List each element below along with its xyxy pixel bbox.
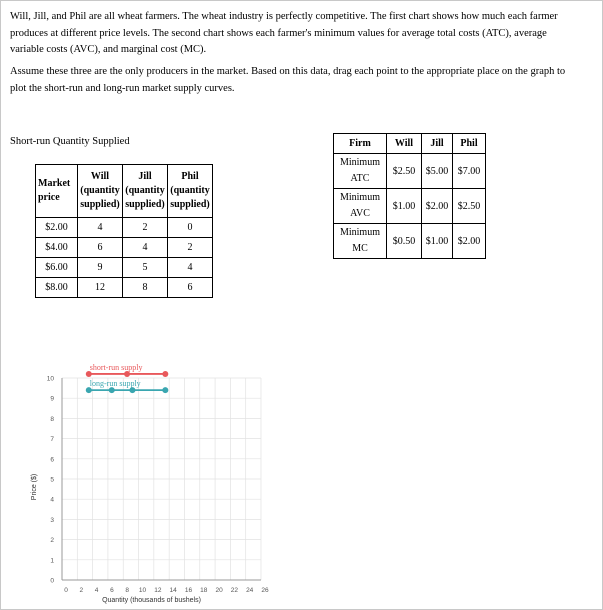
table-row: [36, 278, 213, 298]
quantity-supplied-table: [35, 164, 213, 298]
y-tick-label: 4: [50, 496, 54, 504]
cost-cell: $0.50: [387, 224, 422, 259]
y-tick-label: 7: [50, 436, 54, 444]
cost-cell: $2.50: [453, 189, 486, 224]
will-quantity-cell: 9: [78, 258, 123, 278]
header-firm: Firm: [334, 134, 387, 154]
x-tick-label: 14: [169, 587, 177, 594]
row-label-mc: Minimum MC: [334, 224, 387, 259]
x-tick-label: 20: [215, 587, 223, 594]
x-tick-label: 6: [110, 587, 114, 594]
header-market-price: Market price: [36, 165, 78, 218]
x-tick-label: 24: [246, 587, 254, 594]
x-tick-label: 0: [64, 587, 68, 594]
row-label-atc: Minimum ATC: [334, 154, 387, 189]
instructions-text: Assume these three are the only producers in the market. Based on this data, drag each point to the appropriate place on the graph to plot the short-run and long-run market supply curves.: [10, 66, 566, 94]
quantity-table-title: Short-run Quantity Supplied: [10, 136, 130, 147]
price-cell: $8.00: [36, 278, 78, 298]
y-tick-label: 3: [50, 516, 54, 524]
y-tick-label: 10: [46, 375, 54, 383]
y-tick-label: 5: [50, 476, 54, 484]
header-jill: Jill: [422, 134, 453, 154]
jill-quantity-cell: 8: [123, 278, 168, 298]
series-label: short-run supply: [89, 362, 143, 372]
draggable-point[interactable]: [162, 387, 168, 393]
price-cell: $4.00: [36, 238, 78, 258]
header-jill: Jill (quantity supplied): [123, 165, 168, 218]
x-tick-label: 12: [154, 587, 162, 594]
will-quantity-cell: 6: [78, 238, 123, 258]
x-tick-label: 10: [138, 587, 147, 594]
series-label: long-run supply: [89, 379, 141, 389]
cost-cell: $2.00: [422, 189, 453, 224]
phil-quantity-cell: 6: [168, 278, 213, 298]
table-row: [334, 154, 486, 189]
table-row: [36, 238, 213, 258]
will-quantity-cell: 12: [78, 278, 123, 298]
x-tick-label: 18: [200, 587, 208, 594]
phil-quantity-cell: 4: [168, 258, 213, 278]
cost-cell: $2.00: [453, 224, 486, 259]
phil-quantity-cell: 2: [168, 238, 213, 258]
plot-grid: [62, 378, 261, 580]
table-row: [334, 224, 486, 259]
price-cell: $6.00: [36, 258, 78, 278]
table-row: [36, 218, 213, 238]
cost-cell: $2.50: [387, 154, 422, 189]
table-row: [36, 258, 213, 278]
y-tick-label: 2: [50, 537, 54, 545]
price-cell: $2.00: [36, 218, 78, 238]
phil-quantity-cell: 0: [168, 218, 213, 238]
y-axis-label: Price ($): [31, 473, 38, 501]
header-phil: Phil: [453, 134, 486, 154]
header-will: Will: [387, 134, 422, 154]
supply-graph[interactable]: [0, 350, 603, 610]
x-axis-label: Quantity (thousands of bushels): [102, 597, 201, 604]
cost-cell: $5.00: [422, 154, 453, 189]
axis-ticks: [47, 376, 269, 595]
x-tick-label: 26: [261, 587, 269, 594]
draggable-point[interactable]: [162, 371, 168, 377]
x-tick-label: 22: [230, 587, 239, 594]
quantity-table-header-row: [36, 165, 213, 218]
header-phil: Phil (quantity supplied): [168, 165, 213, 218]
y-tick-label: 0: [50, 577, 54, 585]
cost-table-header-row: [334, 134, 486, 154]
cost-cell: $1.00: [422, 224, 453, 259]
x-tick-label: 8: [125, 587, 130, 594]
intro-text: Will, Jill, and Phil are all wheat farmers. The wheat industry is perfectly competitive. The first chart shows how much each farmer produces at different price levels. The second chart shows each farmer's minimum values for average total costs (ATC), average variable costs (AVC), and marginal cost (MC).: [10, 11, 558, 55]
y-tick-label: 8: [50, 415, 54, 423]
cost-cell: $7.00: [453, 154, 486, 189]
y-tick-label: 1: [50, 557, 54, 565]
x-tick-label: 2: [79, 587, 84, 594]
y-tick-label: 6: [50, 456, 54, 464]
will-quantity-cell: 4: [78, 218, 123, 238]
x-tick-label: 16: [184, 587, 193, 594]
jill-quantity-cell: 2: [123, 218, 168, 238]
row-label-avc: Minimum AVC: [334, 189, 387, 224]
jill-quantity-cell: 4: [123, 238, 168, 258]
header-will: Will (quantity supplied): [78, 165, 123, 218]
x-tick-label: 4: [94, 587, 99, 594]
cost-cell: $1.00: [387, 189, 422, 224]
jill-quantity-cell: 5: [123, 258, 168, 278]
y-tick-label: 9: [50, 395, 54, 403]
table-row: [334, 189, 486, 224]
cost-table: [333, 133, 486, 259]
